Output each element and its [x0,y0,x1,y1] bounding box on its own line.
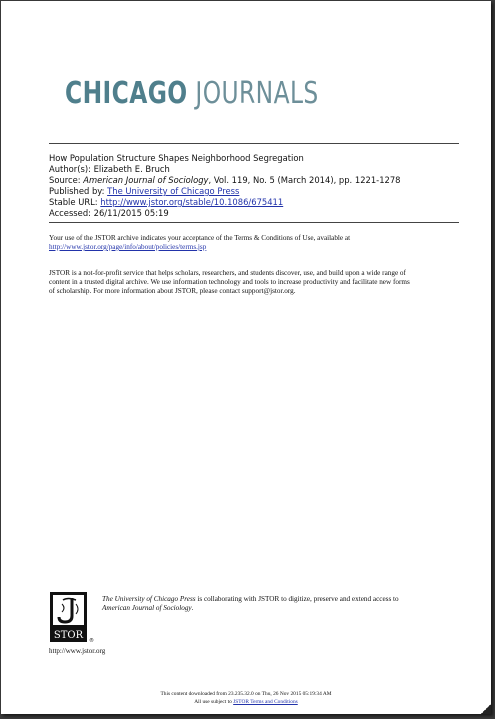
published-prefix: Published by: [49,186,108,196]
collab-publisher: The University of Chicago Press [102,595,196,603]
svg-text:®: ® [89,638,94,644]
collab-journal: American Journal of Sociology [102,604,192,612]
source-details: , Vol. 119, No. 5 (March 2014), pp. 1221-1278 [208,175,401,185]
stable-prefix: Stable URL: [49,197,101,207]
terms-text: Your use of the JSTOR archive indicates your acceptance of the Terms & Conditions of Use, available at [49,234,351,242]
stable-url-link[interactable]: http://www.jstor.org/stable/10.1086/675411 [100,197,284,207]
brand-name-light: JOURNALS [195,75,319,111]
chicago-journals-logo [49,71,319,115]
collaboration-notice [102,595,462,613]
brand-name-bold: CHICAGO [65,75,188,111]
page-corner [481,704,491,714]
jstor-logo-icon [50,592,92,644]
about-line-3: of scholarship. For more information about JSTOR, please contact support@jstor.org. [49,287,296,295]
article-stable-url [49,197,459,208]
top-divider [49,143,459,144]
jstor-url: http://www.jstor.org [49,647,106,655]
article-title: How Population Structure Shapes Neighborhood Segregation [49,153,304,163]
footer-prefix: All use subject to [194,699,234,705]
about-line-2: content in a trusted digital archive. We use information technology and tools to increase productivity and facilitate new forms [49,278,410,286]
collab-middle: is collaborating with JSTOR to digitize, preserve and extend access to [195,595,399,603]
footer-line-1: This content downloaded from 23.235.32.0 on Thu, 26 Nov 2015 05:19:34 AM [160,691,332,697]
publisher-link[interactable]: The University of Chicago Press [107,186,240,196]
source-prefix: Source: [49,175,84,185]
article-source [49,175,459,186]
terms-notice [49,234,469,252]
article-author: Author(s): Elizabeth E. Bruch [49,164,170,174]
download-footer [1,690,491,706]
source-journal: American Journal of Sociology [83,175,209,185]
document-page [1,1,491,714]
article-accessed: Accessed: 26/11/2015 05:19 [49,208,169,218]
bottom-divider [49,222,459,223]
article-publisher [49,186,459,197]
about-jstor [49,269,469,296]
about-line-1: JSTOR is a not-for-profit service that helps scholars, researchers, and students discover, use, and build upon a wide range of [49,269,406,277]
terms-link[interactable]: http://www.jstor.org/page/info/about/policies/terms.jsp [49,243,207,251]
footer-terms-link[interactable]: JSTOR Terms and Conditions [233,699,298,705]
article-metadata [49,153,459,219]
jstor-logo-text: STOR [53,630,84,641]
collab-end: . [191,604,194,612]
brand-wordmark [65,76,319,111]
